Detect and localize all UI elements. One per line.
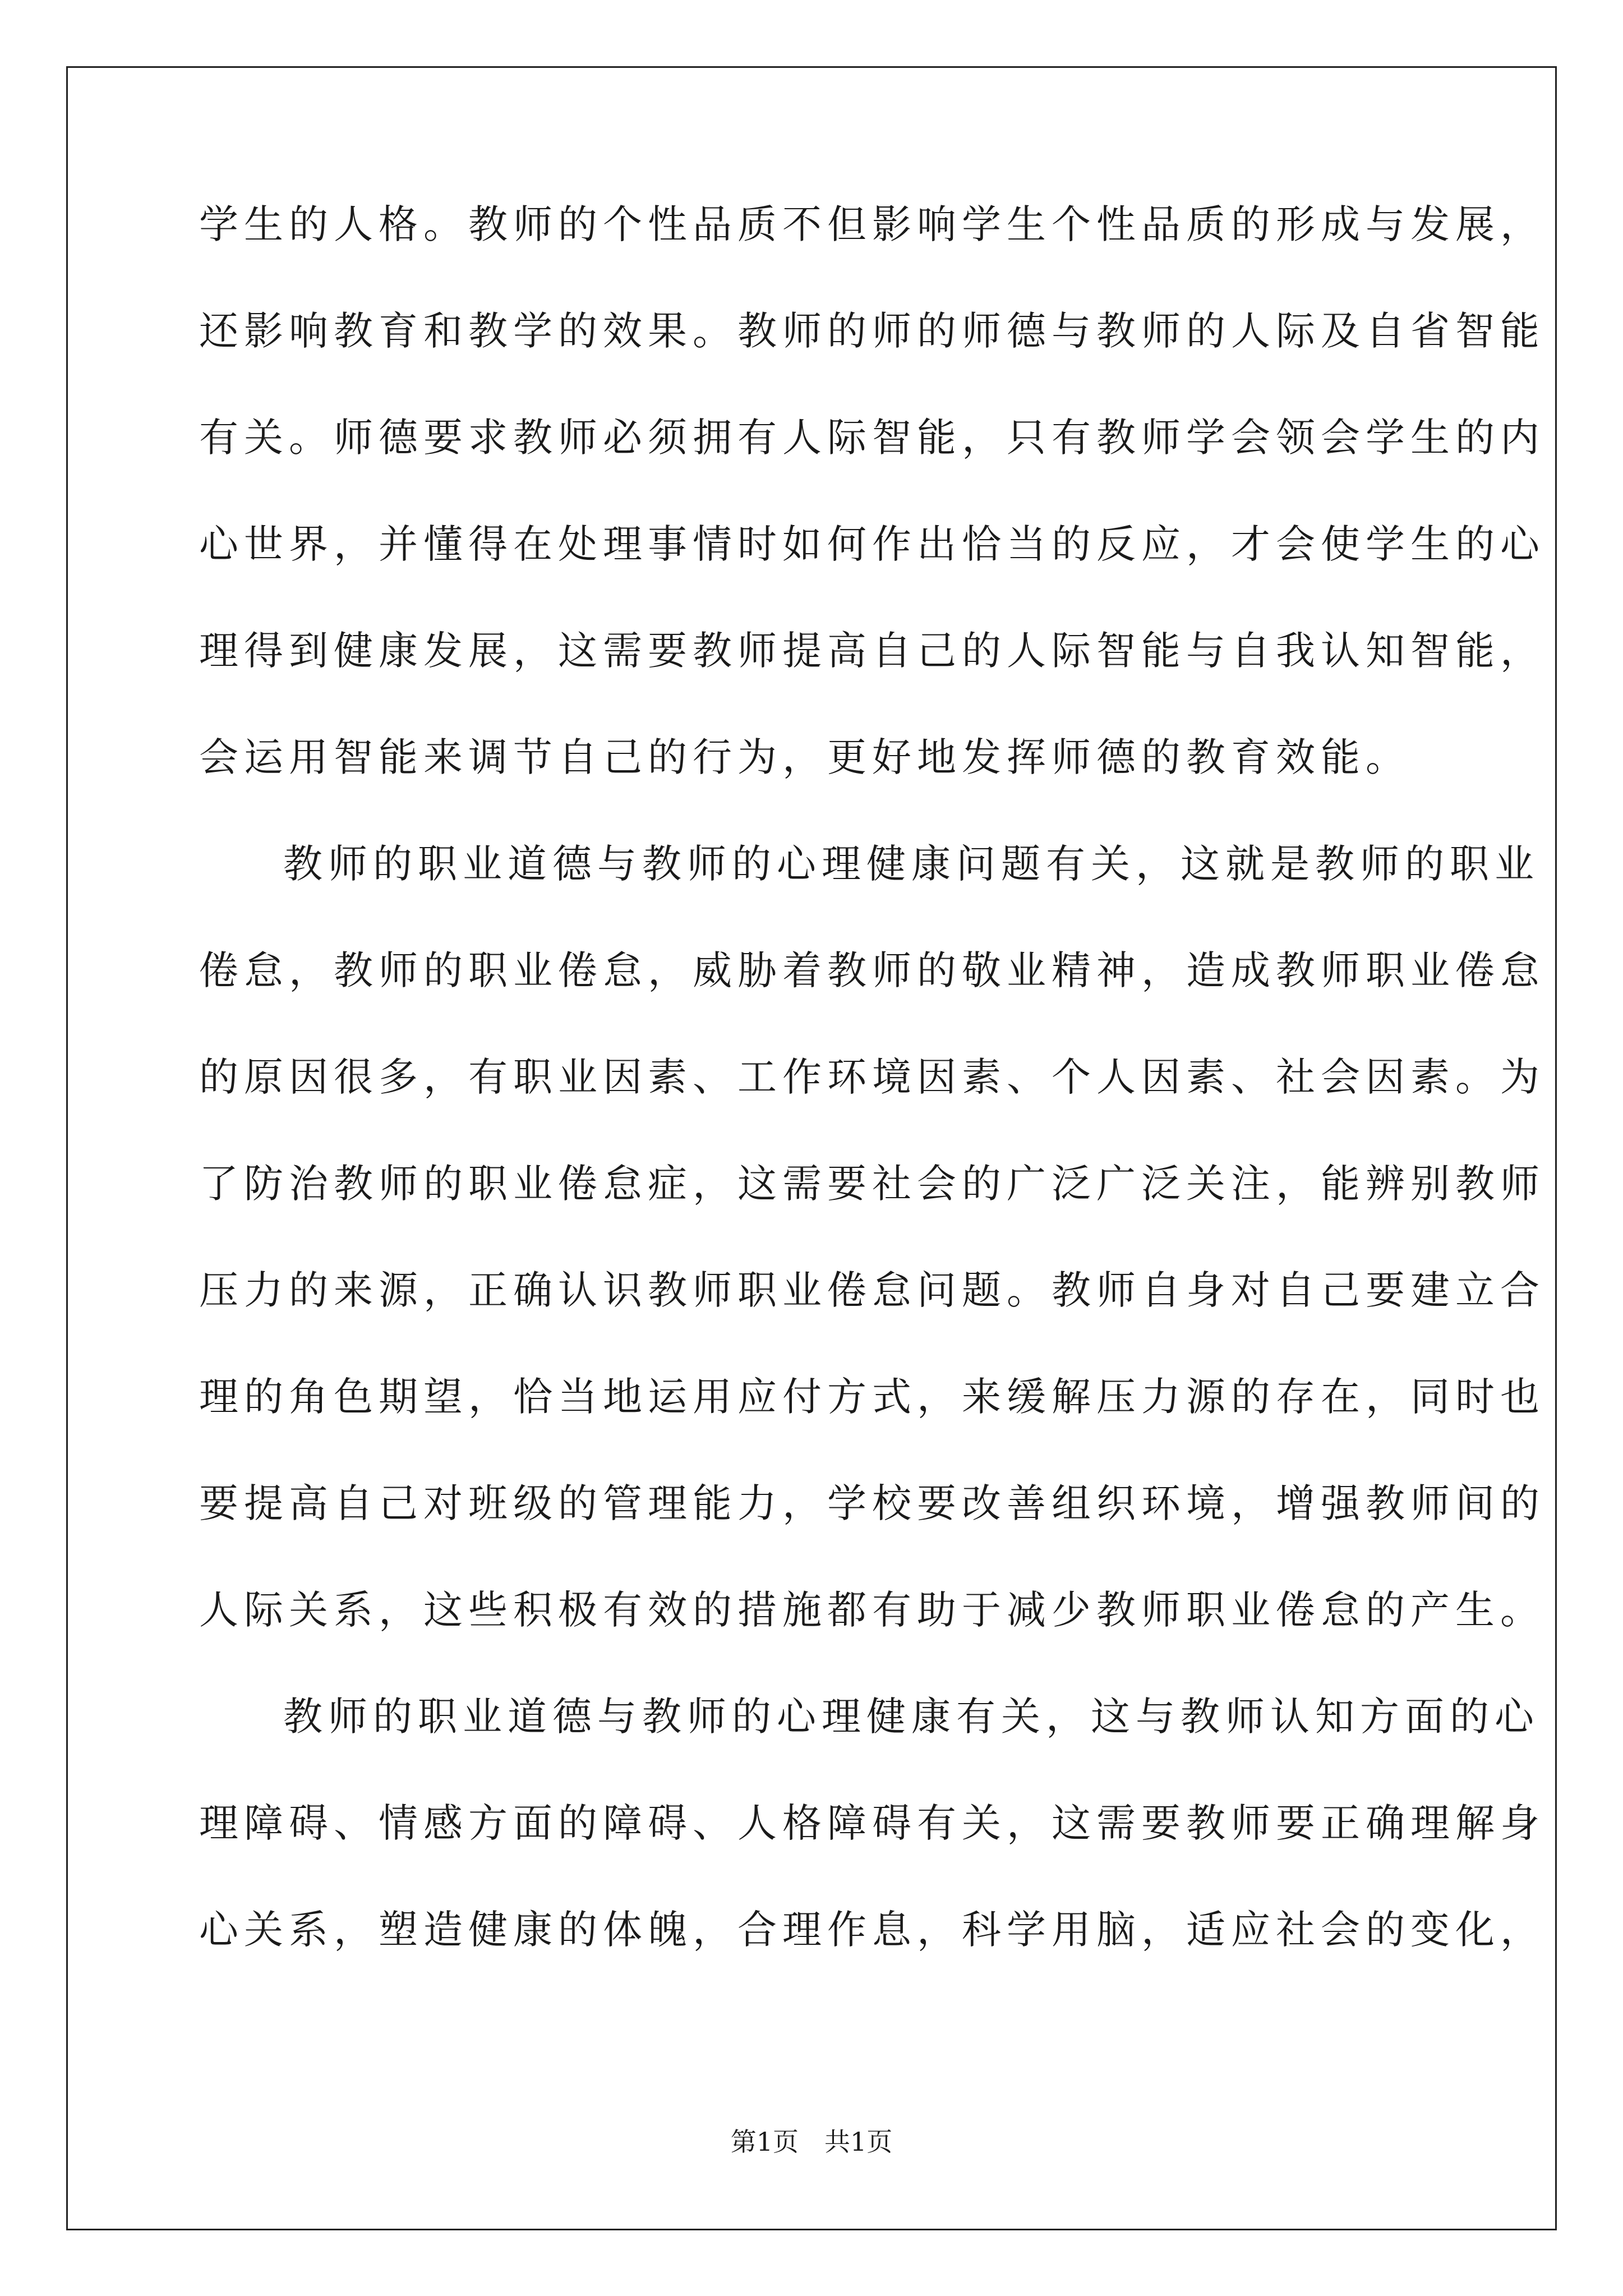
text-line: 有关。师德要求教师必须拥有人际智能，只有教师学会领会学生的内: [199, 415, 1545, 461]
text-line: 理的角色期望，恰当地运用应付方式，来缓解压力源的存在，同时也: [199, 1374, 1545, 1420]
text-line: 理得到健康发展，这需要教师提高自己的人际智能与自我认知智能，: [199, 628, 1545, 674]
page-number-footer: 第1页 共1页: [730, 2127, 893, 2157]
text-line: 人际关系，这些积极有效的措施都有助于减少教师职业倦怠的产生。: [199, 1587, 1545, 1633]
page-border: [66, 66, 1557, 2230]
text-line: 心关系，塑造健康的体魄，合理作息，科学用脑，适应社会的变化，: [199, 1907, 1545, 1953]
text-line: 教师的职业道德与教师的心理健康有关，这与教师认知方面的心: [283, 1694, 1539, 1740]
text-line: 理障碍、情感方面的障碍、人格障碍有关，这需要教师要正确理解身: [199, 1800, 1545, 1846]
text-line: 教师的职业道德与教师的心理健康问题有关，这就是教师的职业: [283, 841, 1539, 887]
text-line: 要提高自己对班级的管理能力，学校要改善组织环境，增强教师间的: [199, 1480, 1545, 1526]
text-line: 压力的来源，正确认识教师职业倦怠问题。教师自身对自己要建立合: [199, 1267, 1545, 1313]
text-line: 的原因很多，有职业因素、工作环境因素、个人因素、社会因素。为: [199, 1054, 1545, 1100]
text-line: 会运用智能来调节自己的行为，更好地发挥师德的教育效能。: [199, 734, 1410, 780]
text-line: 心世界，并懂得在处理事情时如何作出恰当的反应，才会使学生的心: [199, 521, 1545, 567]
text-line: 学生的人格。教师的个性品质不但影响学生个性品质的形成与发展，: [199, 201, 1545, 247]
text-line: 倦怠，教师的职业倦怠，威胁着教师的敬业精神，造成教师职业倦怠: [199, 947, 1545, 993]
text-line: 了防治教师的职业倦怠症，这需要社会的广泛广泛关注，能辨别教师: [199, 1161, 1545, 1207]
text-line: 还影响教育和教学的效果。教师的师的师德与教师的人际及自省智能: [199, 308, 1545, 354]
